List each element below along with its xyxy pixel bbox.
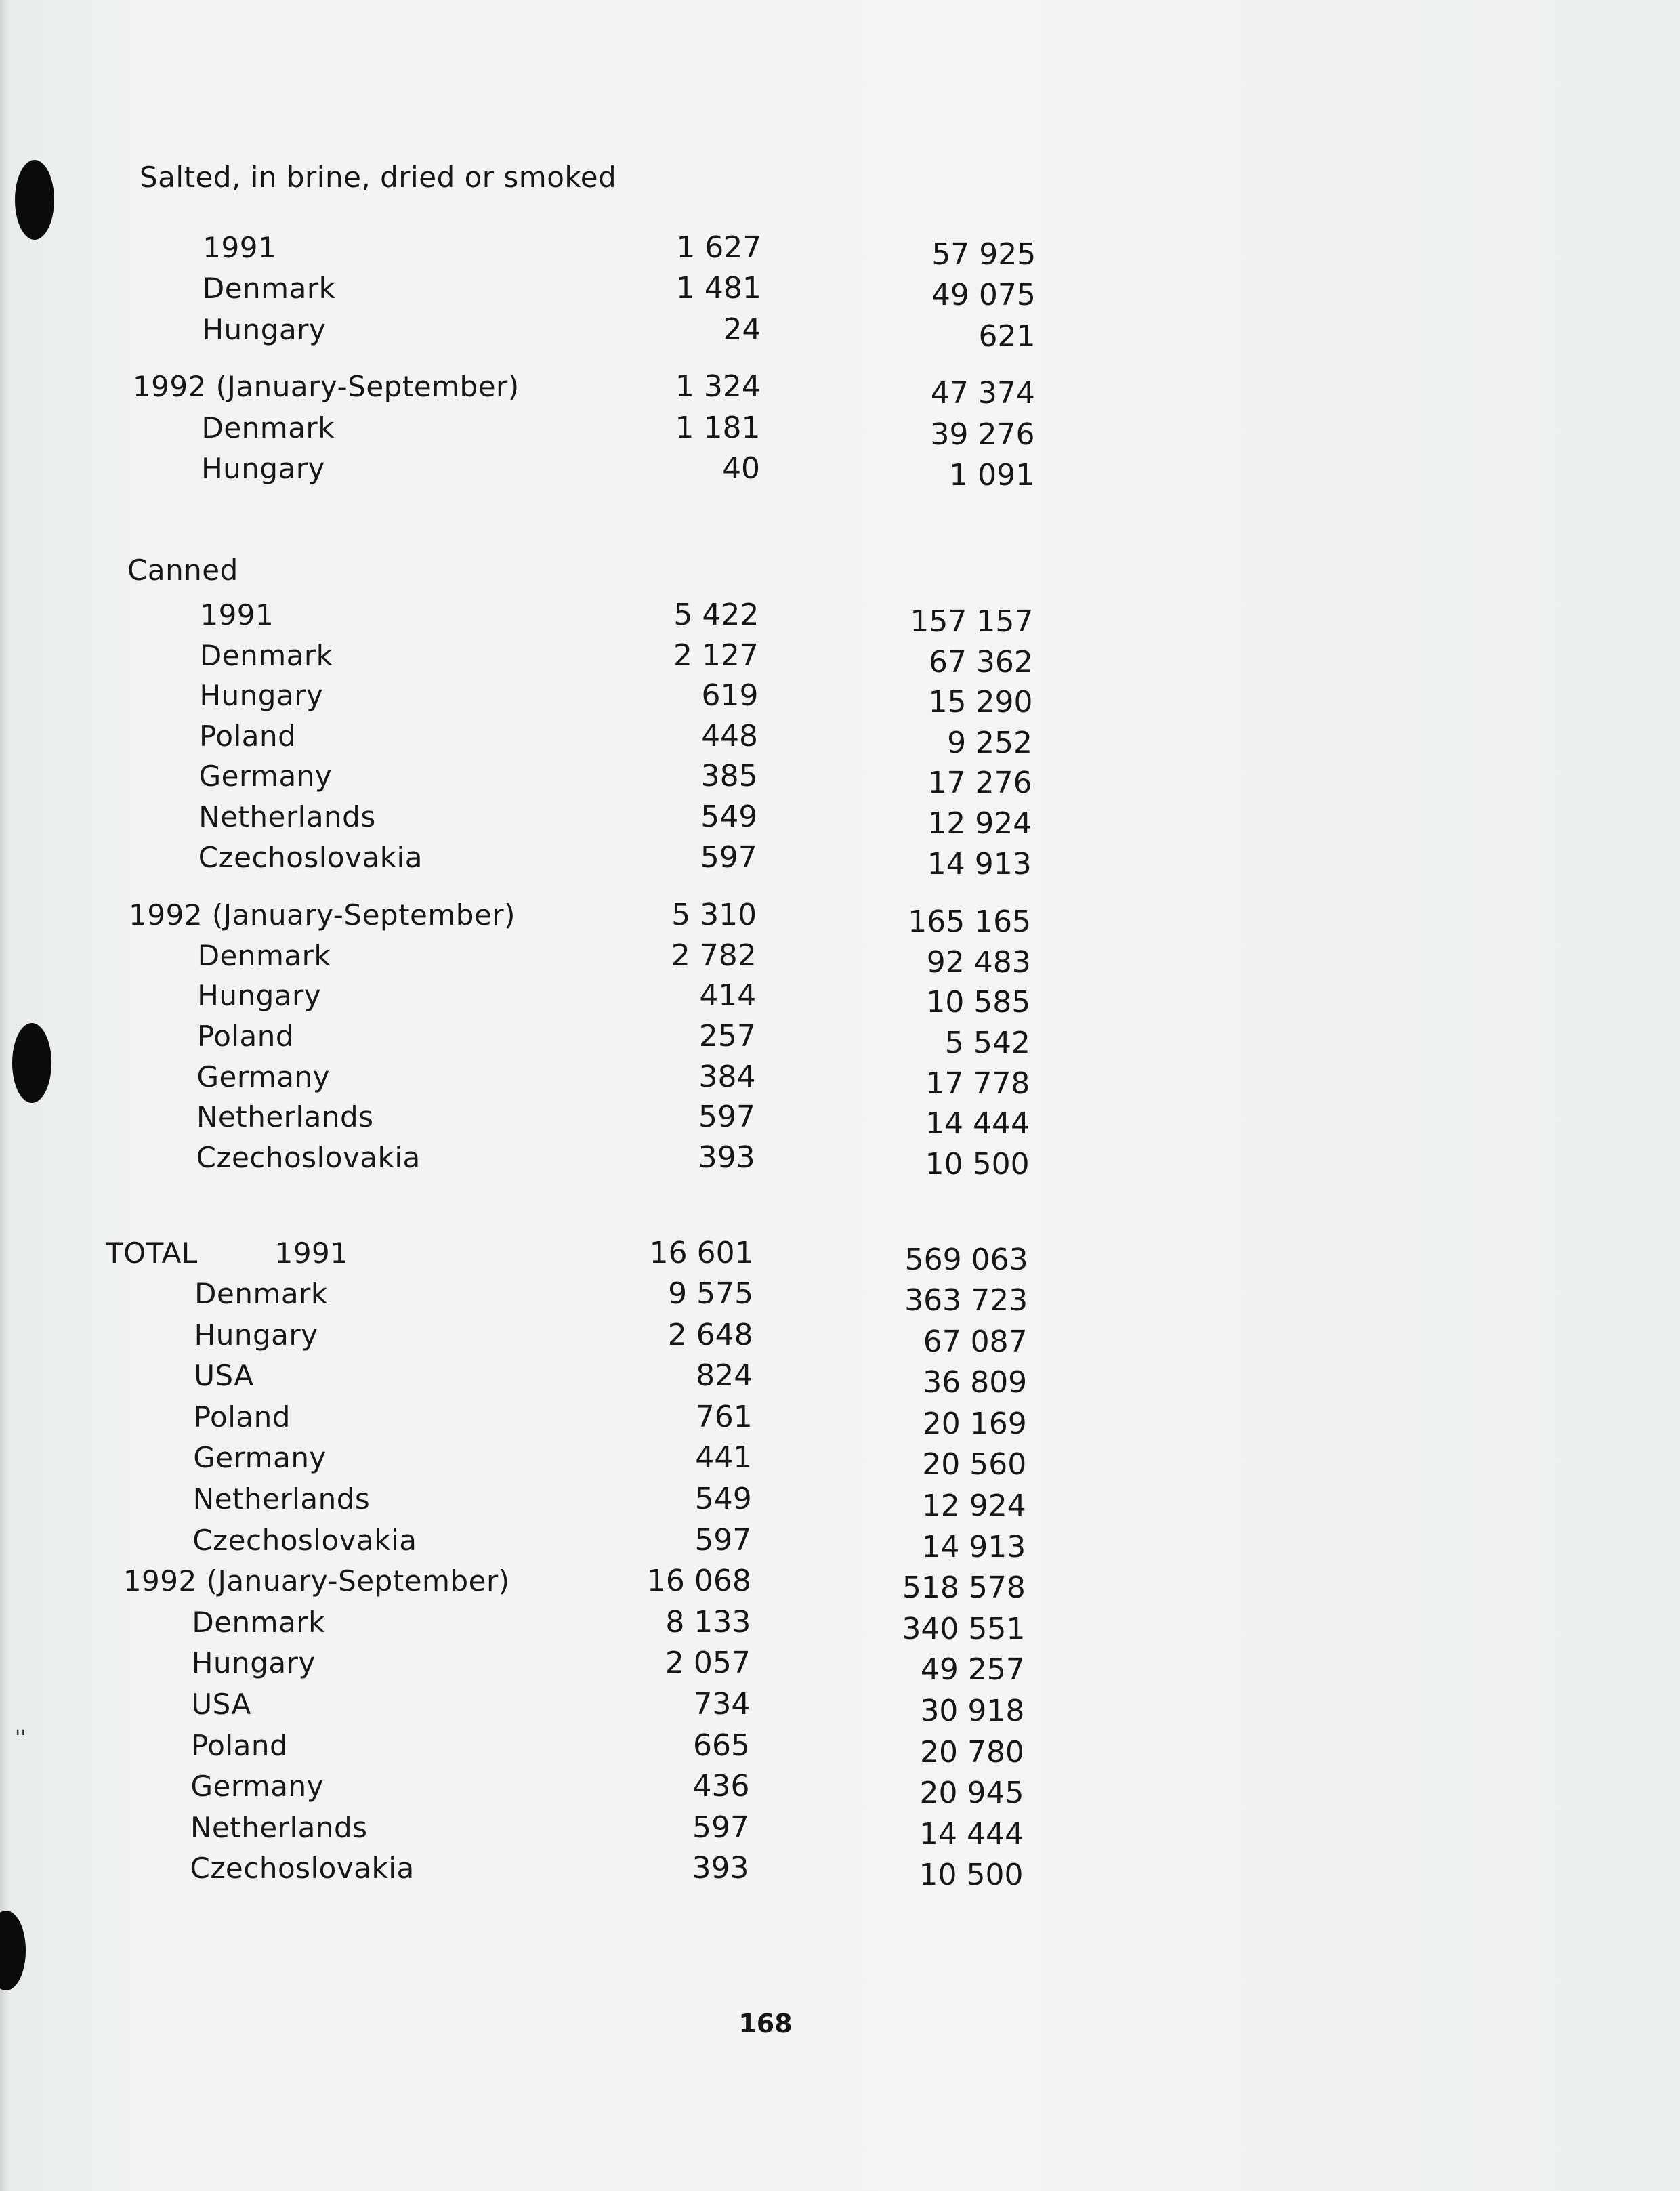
period-label: 1992 (January-September) bbox=[129, 898, 516, 932]
value-cell: 30 918 bbox=[920, 1694, 1025, 1728]
country-label: Hungary bbox=[191, 1646, 316, 1680]
value-cell: 67 362 bbox=[928, 644, 1033, 680]
table-row bbox=[0, 756, 1680, 801]
table-row bbox=[0, 1138, 1680, 1182]
country-label: Netherlands bbox=[192, 1482, 371, 1516]
value-cell: 17 276 bbox=[927, 766, 1032, 801]
tonnes-cell: 619 bbox=[701, 678, 759, 713]
country-label: Czechoslovakia bbox=[198, 840, 423, 874]
tonnes-cell: 2 057 bbox=[665, 1646, 751, 1681]
country-label: Denmark bbox=[197, 938, 331, 972]
country-label: Czechoslovakia bbox=[196, 1140, 421, 1174]
table-row bbox=[0, 1561, 1680, 1606]
tonnes-cell: 8 133 bbox=[665, 1604, 751, 1640]
tonnes-cell: 24 bbox=[723, 312, 761, 347]
value-cell: 49 257 bbox=[920, 1652, 1025, 1688]
value-cell: 518 578 bbox=[902, 1570, 1026, 1606]
country-label: Czechoslovakia bbox=[192, 1523, 417, 1557]
value-cell: 20 560 bbox=[922, 1447, 1027, 1482]
tonnes-cell: 40 bbox=[722, 451, 761, 486]
table-row bbox=[0, 1766, 1680, 1811]
country-label: Netherlands bbox=[196, 1100, 374, 1134]
value-cell: 47 374 bbox=[930, 376, 1035, 411]
value-cell: 621 bbox=[978, 318, 1036, 354]
country-label: Poland bbox=[193, 1400, 291, 1434]
country-label: Czechoslovakia bbox=[190, 1852, 415, 1885]
table-row bbox=[0, 408, 1680, 452]
table-row bbox=[0, 837, 1680, 881]
value-cell: 36 809 bbox=[923, 1365, 1028, 1400]
page-number: 168 bbox=[738, 2009, 793, 2039]
section-heading-text: Salted, in brine, dried or smoked bbox=[140, 161, 617, 194]
tonnes-cell: 257 bbox=[698, 1019, 756, 1053]
value-cell: 20 169 bbox=[922, 1406, 1027, 1441]
value-cell: 165 165 bbox=[908, 904, 1032, 940]
country-label: Denmark bbox=[202, 272, 336, 306]
period-label: 1991 bbox=[274, 1236, 349, 1270]
value-cell: 15 290 bbox=[928, 685, 1033, 720]
country-label: USA bbox=[194, 1359, 254, 1393]
country-label: Denmark bbox=[192, 1605, 325, 1639]
tonnes-cell: 393 bbox=[698, 1140, 755, 1175]
table-row bbox=[0, 310, 1680, 354]
tonnes-cell: 448 bbox=[701, 718, 759, 753]
table-row bbox=[0, 1057, 1680, 1101]
speck-mark: '' bbox=[15, 1726, 26, 1750]
value-cell: 14 913 bbox=[921, 1529, 1026, 1564]
country-label: Germany bbox=[196, 1060, 330, 1093]
table-row bbox=[0, 1016, 1680, 1060]
tonnes-cell: 1 481 bbox=[675, 271, 761, 306]
table-row bbox=[0, 1602, 1680, 1646]
value-cell: 14 444 bbox=[919, 1816, 1024, 1852]
table-row bbox=[0, 268, 1680, 313]
country-label: Netherlands bbox=[190, 1810, 368, 1844]
tonnes-cell: 597 bbox=[692, 1810, 749, 1845]
tonnes-cell: 734 bbox=[693, 1687, 751, 1722]
tonnes-cell: 441 bbox=[695, 1440, 753, 1476]
value-cell: 12 924 bbox=[927, 806, 1032, 841]
table-row bbox=[0, 1233, 1680, 1277]
tonnes-cell: 1 181 bbox=[675, 410, 761, 445]
table-row bbox=[0, 976, 1680, 1020]
country-label: Poland bbox=[199, 719, 297, 753]
table-row bbox=[0, 675, 1680, 720]
country-label: Germany bbox=[198, 759, 333, 793]
value-cell: 92 483 bbox=[926, 944, 1031, 980]
country-label: Denmark bbox=[201, 411, 335, 444]
tonnes-cell: 2 782 bbox=[671, 938, 757, 973]
table-row bbox=[0, 448, 1680, 493]
period-label: 1991 bbox=[203, 231, 277, 264]
country-label: Denmark bbox=[194, 1277, 328, 1310]
tonnes-cell: 414 bbox=[699, 978, 757, 1014]
tonnes-cell: 1 627 bbox=[676, 230, 762, 265]
period-label: 1991 bbox=[200, 598, 274, 631]
section-heading-text: Canned bbox=[127, 554, 238, 587]
value-cell: 39 276 bbox=[930, 417, 1035, 452]
table-row bbox=[0, 1848, 1680, 1893]
tonnes-cell: 16 601 bbox=[649, 1236, 754, 1270]
table-row bbox=[0, 895, 1680, 940]
country-label: Denmark bbox=[199, 638, 333, 672]
value-cell: 67 087 bbox=[923, 1324, 1028, 1359]
country-label: Hungary bbox=[194, 1318, 318, 1352]
table-row bbox=[0, 1274, 1680, 1318]
tonnes-cell: 761 bbox=[695, 1399, 753, 1434]
value-cell: 12 924 bbox=[921, 1488, 1026, 1523]
tonnes-cell: 385 bbox=[700, 759, 758, 794]
table-row bbox=[0, 797, 1680, 841]
table-row bbox=[0, 228, 1680, 272]
country-label: Hungary bbox=[197, 979, 322, 1013]
tonnes-cell: 1 324 bbox=[675, 369, 761, 404]
value-cell: 14 913 bbox=[927, 846, 1032, 881]
table-row bbox=[0, 1315, 1680, 1359]
table-row bbox=[0, 367, 1680, 411]
table-row bbox=[0, 635, 1680, 680]
section-heading bbox=[0, 157, 1680, 198]
value-cell: 157 157 bbox=[910, 604, 1034, 639]
table-row bbox=[0, 1479, 1680, 1523]
table-row bbox=[0, 936, 1680, 980]
tonnes-cell: 384 bbox=[698, 1059, 756, 1094]
country-label: Germany bbox=[190, 1770, 324, 1803]
table-row bbox=[0, 1397, 1680, 1441]
value-cell: 57 925 bbox=[931, 237, 1036, 272]
country-label: Hungary bbox=[199, 679, 324, 713]
value-cell: 49 075 bbox=[931, 278, 1036, 313]
value-cell: 5 542 bbox=[944, 1026, 1030, 1060]
tonnes-cell: 665 bbox=[692, 1728, 750, 1763]
table-row bbox=[0, 1356, 1680, 1400]
value-cell: 9 252 bbox=[947, 725, 1033, 760]
tonnes-cell: 393 bbox=[692, 1851, 749, 1886]
country-label: Hungary bbox=[202, 312, 327, 346]
tonnes-cell: 9 575 bbox=[668, 1276, 754, 1311]
country-label: Netherlands bbox=[198, 800, 376, 833]
tonnes-cell: 824 bbox=[696, 1358, 753, 1394]
country-label: USA bbox=[191, 1688, 251, 1721]
table-row bbox=[0, 1643, 1680, 1688]
tonnes-cell: 2 127 bbox=[673, 638, 759, 673]
table-row bbox=[0, 716, 1680, 760]
table-row bbox=[0, 1438, 1680, 1482]
value-cell: 10 500 bbox=[919, 1858, 1024, 1893]
country-label: Hungary bbox=[201, 452, 325, 485]
tonnes-cell: 5 422 bbox=[673, 598, 759, 632]
value-cell: 20 945 bbox=[919, 1776, 1024, 1811]
tonnes-cell: 597 bbox=[698, 1100, 755, 1135]
value-cell: 1 091 bbox=[949, 458, 1035, 493]
period-label: 1992 (January-September) bbox=[123, 1564, 510, 1598]
value-cell: 340 551 bbox=[902, 1611, 1026, 1646]
tonnes-cell: 597 bbox=[694, 1522, 752, 1558]
country-label: Poland bbox=[190, 1728, 289, 1762]
value-cell: 14 444 bbox=[925, 1106, 1030, 1142]
period-label: 1992 (January-September) bbox=[132, 370, 520, 404]
value-cell: 569 063 bbox=[904, 1243, 1028, 1277]
tonnes-cell: 549 bbox=[694, 1482, 752, 1516]
tonnes-cell: 2 648 bbox=[667, 1317, 753, 1352]
value-cell: 10 585 bbox=[926, 985, 1031, 1020]
tonnes-cell: 5 310 bbox=[671, 898, 757, 933]
value-cell: 10 500 bbox=[925, 1146, 1030, 1182]
tonnes-cell: 549 bbox=[700, 799, 758, 834]
value-cell: 17 778 bbox=[925, 1066, 1030, 1101]
value-cell: 363 723 bbox=[904, 1283, 1028, 1318]
section-heading-text: TOTAL bbox=[106, 1236, 198, 1270]
value-cell: 20 780 bbox=[919, 1734, 1024, 1770]
tonnes-cell: 597 bbox=[700, 839, 757, 875]
section-heading bbox=[0, 550, 1680, 591]
table-row bbox=[0, 1520, 1680, 1564]
country-label: Germany bbox=[193, 1441, 327, 1475]
table-row bbox=[0, 1097, 1680, 1142]
table-row bbox=[0, 1684, 1680, 1728]
tonnes-cell: 16 068 bbox=[646, 1564, 751, 1599]
table-row bbox=[0, 1808, 1680, 1852]
country-label: Poland bbox=[196, 1020, 295, 1053]
table-row bbox=[0, 595, 1680, 639]
tonnes-cell: 436 bbox=[692, 1769, 750, 1804]
table-row bbox=[0, 1726, 1680, 1770]
